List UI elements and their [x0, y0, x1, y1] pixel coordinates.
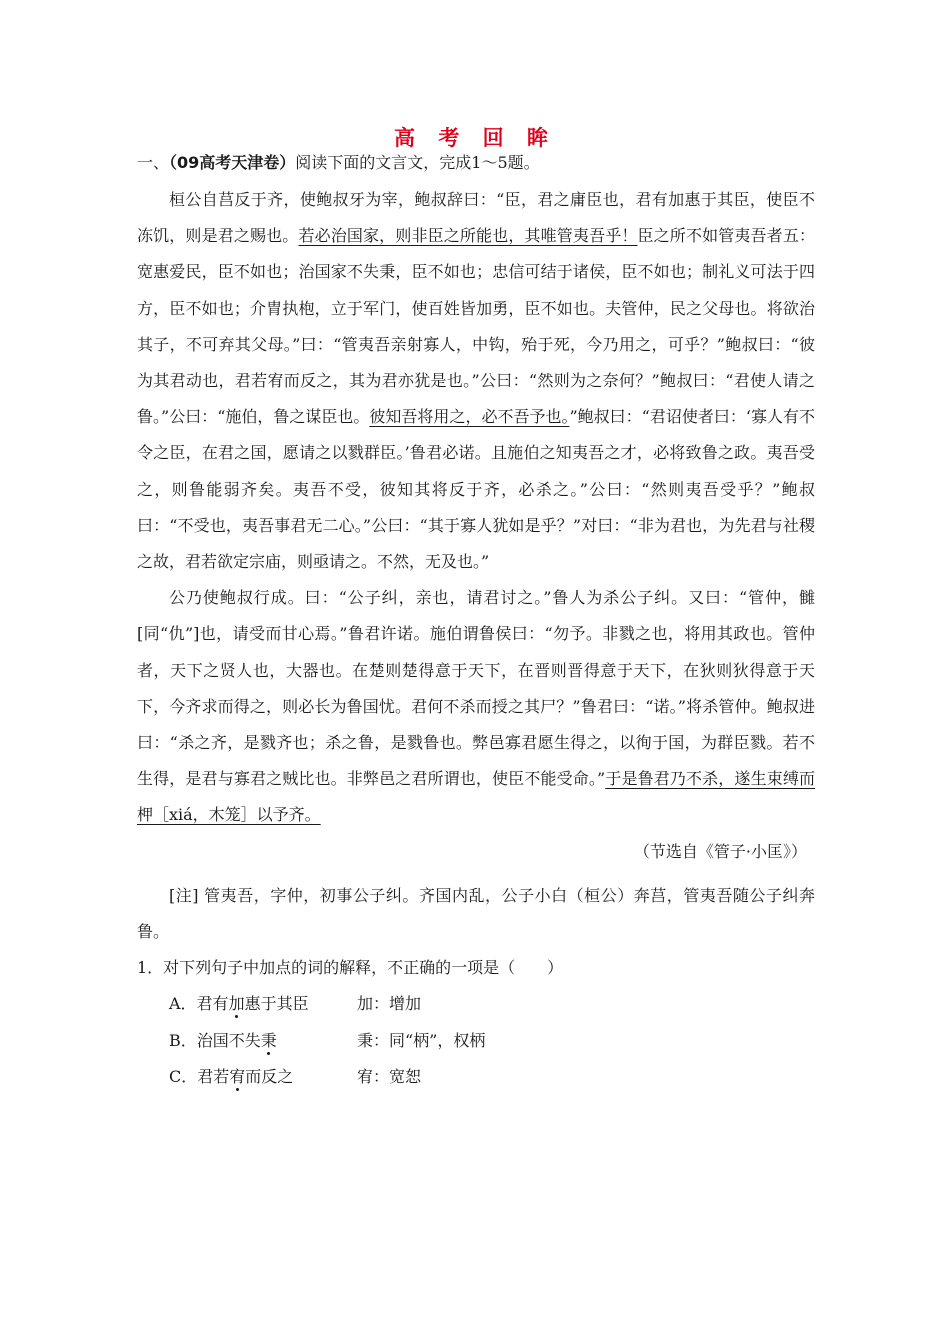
option-text: 惠于其臣: [244, 994, 309, 1014]
passage-text: 公乃使鲍叔行成。曰：“公子纠，亲也，请君讨之。”鲁人为杀公子纠。又曰：“管仲，雠[同“仇”]也，请受而甘心焉。”鲁君许诺。施伯谓鲁侯曰：“勿予。非戮之也，将用其政也。管仲者，天下之贤人也，大器也。在楚则楚得意于天下，在晋则晋得意于天下，在狄则狄得意于天下，今齐求而得之，则必长为鲁国忧。君何不杀而授之其尸？”鲁君曰：“诺。”将杀管仲。鲍叔进曰：“杀之齐，是戮齐也；杀之鲁，是戮鲁也。弊邑寡君愿生得之，以徇于国，为群臣戮。若不生得，是君与寡君之贼比也。非弊邑之君所谓也，使臣不能受命。”: [137, 588, 815, 789]
question-1-option-c: [137, 1059, 815, 1095]
underlined-sentence-1: 若必治国家，则非臣之所能也，其唯管夷吾乎！: [298, 226, 638, 246]
dotted-word: 宥: [229, 1066, 246, 1086]
option-answer: 加：增加: [357, 994, 422, 1014]
question-1-stem: 1．对下列句子中加点的词的解释，不正确的一项是（ ）: [137, 958, 564, 978]
passage-text: ”鲍叔曰：“君诏使者曰：‘寡人有不令之臣，在君之国，愿请之以戮群臣。’鲁君必诺。且施伯之知夷吾之才，必将致鲁之政。夷吾受之，则鲁能弱齐矣。夷吾不受，彼知其将反于齐，必杀之。”公曰：“然则夷吾受乎？”鲍叔曰：“不受也，夷吾事君无二心。”公曰：“其于寡人犹如是乎？”对曰：“非为君也，为先君与社稷之故，君若欲定宗庙，则亟请之。不然，无及也。”: [137, 407, 815, 572]
question-1-option-a: [137, 986, 815, 1022]
option-text: C．君若: [169, 1066, 230, 1086]
passage-source: （节选自《管子·小匡》）: [633, 841, 807, 861]
underlined-sentence-3: 于是鲁君乃不杀，遂生束缚而柙［xiá，木笼］以予齐。: [137, 769, 815, 825]
passage-text: 臣之所不如管夷吾者五：宽惠爱民，臣不如也；治国家不失秉，臣不如也；忠信可结于诸侯，臣不如也；制礼义可法于四方，臣不如也；介胄执枹，立于军门，使百姓皆加勇，臣不如也。夫管仲，民之父母也。将欲治其子，不可弃其父母。”曰：“管夷吾亲射寡人，中钩，殆于死，今乃用之，可乎？”鲍叔曰：“彼为其君动也，君若宥而反之，其为君亦犹是也。”公曰：“然则为之奈何？”鲍叔曰：“君使人请之鲁。”公曰：“施伯，鲁之谋臣也。: [137, 226, 815, 427]
question-1-option-b: [137, 1023, 815, 1059]
passage-body: [137, 182, 815, 1095]
passage-paragraph-2: [137, 580, 815, 833]
passage-note: [注] 管夷吾，字仲，初事公子纠。齐国内乱，公子小白（桓公）奔莒，管夷吾随公子纠奔鲁。: [137, 885, 815, 942]
page-title: 高 考 回 眸: [394, 126, 556, 150]
option-text: 而反之: [245, 1066, 294, 1086]
section-number: 一、: [137, 153, 170, 172]
option-answer: 秉：同“柄”，权柄: [357, 1030, 486, 1050]
option-answer: 宥：宽恕: [357, 1066, 422, 1086]
passage-text: 桓公自莒反于齐，使鲍叔牙为宰，鲍叔辞曰：“臣，君之庸臣也，君有加惠于其臣，使臣不冻饥，则是君之赐也。: [137, 190, 815, 246]
option-text: A．君有: [169, 994, 229, 1014]
option-text: B．治国不失: [169, 1030, 261, 1050]
section-instruction: 阅读下面的文言文，完成1～5题。: [295, 153, 540, 172]
passage-paragraph-1: [137, 182, 815, 580]
exam-source: （09高考天津卷）: [169, 153, 296, 172]
dotted-word: 加: [228, 994, 245, 1014]
section-heading: [137, 152, 827, 174]
dotted-word: 秉: [260, 1030, 277, 1050]
underlined-sentence-2: 彼知吾将用之，必不吾予也。: [369, 407, 570, 427]
